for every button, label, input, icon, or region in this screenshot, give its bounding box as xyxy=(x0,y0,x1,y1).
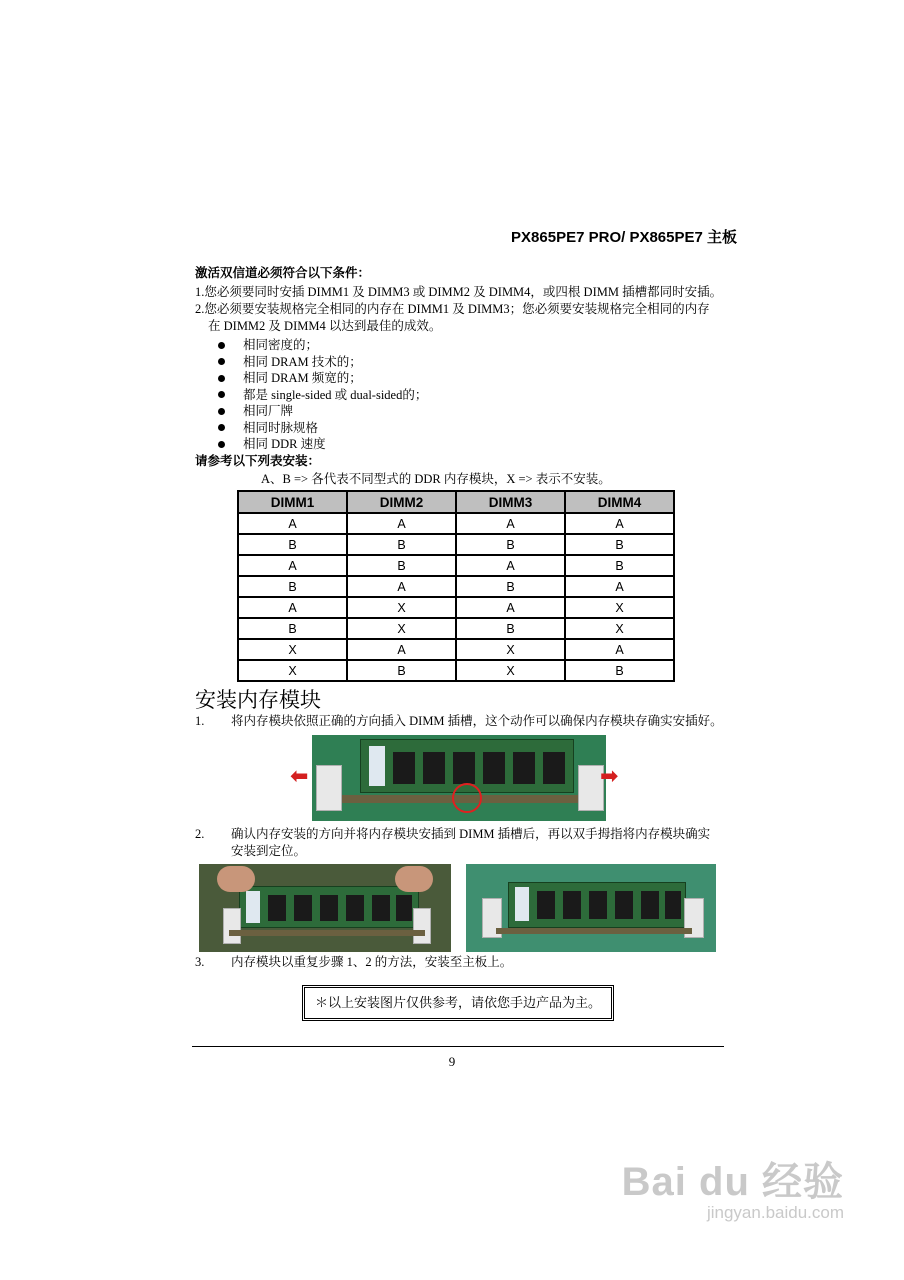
step-1-number: 1. xyxy=(195,714,205,728)
table-row xyxy=(238,513,674,534)
step-1-text: 将内存模块依照正确的方向插入 DIMM 插槽，这个动作可以确保内存模块存确实安插好。 xyxy=(231,714,723,728)
bullet-item: 相同 DRAM 技术的； xyxy=(218,354,362,371)
step-2-text-cont: 安装到定位。 xyxy=(231,844,307,858)
dual-channel-heading: 激活双信道必须符合以下条件： xyxy=(195,266,371,280)
table-cell: B xyxy=(347,555,456,576)
table-cell: B xyxy=(238,576,347,597)
col-header-dimm2: DIMM2 xyxy=(347,491,456,513)
table-row xyxy=(238,597,674,618)
col-header-dimm4: DIMM4 xyxy=(565,491,674,513)
bullet-item: 都是 single-sided 或 dual-sided的； xyxy=(218,387,427,404)
table-cell: X xyxy=(565,597,674,618)
baidu-watermark xyxy=(622,1150,844,1223)
table-cell: A xyxy=(565,639,674,660)
page-number: 9 xyxy=(448,1054,456,1069)
install-photo-2 xyxy=(199,864,451,952)
bullet-dot-icon xyxy=(218,342,225,349)
table-cell: B xyxy=(565,534,674,555)
step-2-number: 2. xyxy=(195,827,205,841)
col-header-dimm1: DIMM1 xyxy=(238,491,347,513)
memory-module xyxy=(239,886,419,928)
table-cell: B xyxy=(565,660,674,681)
bullet-dot-icon xyxy=(218,391,225,398)
table-cell: A xyxy=(347,513,456,534)
watermark-url: jingyan.baidu.com xyxy=(706,1203,844,1222)
table-cell: X xyxy=(456,639,565,660)
bullet-dot-icon xyxy=(218,358,225,365)
bullet-item: 相同 DRAM 频宽的； xyxy=(218,370,362,387)
bullet-item: 相同厂牌 xyxy=(218,403,293,420)
table-cell: B xyxy=(456,534,565,555)
table-cell: X xyxy=(456,660,565,681)
table-row xyxy=(238,618,674,639)
table-cell: X xyxy=(238,639,347,660)
memory-module xyxy=(508,882,686,928)
table-cell: A xyxy=(238,555,347,576)
install-section-title: 安装内存模块 xyxy=(195,688,321,712)
note-box: ＊以上安装图片仅供参考，请依您手边产品为主。 xyxy=(302,985,614,1021)
install-photo-3 xyxy=(466,864,716,952)
table-row xyxy=(238,534,674,555)
table-cell: B xyxy=(456,618,565,639)
install-photo-1 xyxy=(312,735,606,821)
bullet-dot-icon xyxy=(218,441,225,448)
table-cell: A xyxy=(456,597,565,618)
table-cell: B xyxy=(565,555,674,576)
table-cell: X xyxy=(238,660,347,681)
bullet-dot-icon xyxy=(218,408,225,415)
step-3-text: 内存模块以重复步骤 1、2 的方法，安装至主板上。 xyxy=(231,955,513,969)
table-cell: B xyxy=(238,534,347,555)
col-header-dimm3: DIMM3 xyxy=(456,491,565,513)
table-cell: A xyxy=(347,639,456,660)
table-cell: B xyxy=(238,618,347,639)
dimm-config-table xyxy=(237,490,675,682)
watermark-logo: Bai du 经验 xyxy=(621,1160,844,1204)
table-cell: A xyxy=(347,576,456,597)
condition-2-cont: 在 DIMM2 及 DIMM4 以达到最佳的成效。 xyxy=(208,319,442,333)
footer-rule xyxy=(192,1046,724,1047)
table-cell: A xyxy=(565,513,674,534)
bullet-dot-icon xyxy=(218,375,225,382)
bullet-item: 相同时脉规格 xyxy=(218,420,318,437)
notch-highlight-circle-icon xyxy=(452,783,482,813)
table-cell: X xyxy=(347,597,456,618)
table-cell: A xyxy=(456,555,565,576)
table-row xyxy=(238,660,674,681)
table-cell: A xyxy=(565,576,674,597)
table-cell: B xyxy=(347,534,456,555)
arrow-left-icon: ⬅ xyxy=(290,764,309,789)
table-heading: 请参考以下列表安装： xyxy=(195,454,321,468)
bullet-item: 相同 DDR 速度 xyxy=(218,436,326,453)
table-row xyxy=(238,639,674,660)
table-cell: X xyxy=(565,618,674,639)
bullet-item: 相同密度的； xyxy=(218,337,318,354)
step-2-text: 确认内存安装的方向并将内存模块安插到 DIMM 插槽后，再以双手拇指将内存模块确实 xyxy=(231,827,711,841)
bullet-dot-icon xyxy=(218,424,225,431)
condition-2: 2.您必须要安装规格完全相同的内存在 DIMM1 及 DIMM3；您必须要安装规格完全相同的内存 xyxy=(195,302,710,316)
arrow-right-icon: ➡ xyxy=(600,764,619,789)
table-cell: A xyxy=(238,513,347,534)
table-cell: B xyxy=(347,660,456,681)
table-legend: A、B => 各代表不同型式的 DDR 内存模块，X => 表示不安装。 xyxy=(261,472,611,486)
table-cell: B xyxy=(456,576,565,597)
table-cell: X xyxy=(347,618,456,639)
table-cell: A xyxy=(456,513,565,534)
page-header-title: PX865PE7 PRO/ PX865PE7 主板 xyxy=(511,229,737,246)
table-cell: A xyxy=(238,597,347,618)
table-header-row xyxy=(238,491,674,513)
step-3-number: 3. xyxy=(195,955,205,969)
condition-1: 1.您必须要同时安插 DIMM1 及 DIMM3 或 DIMM2 及 DIMM4，或四根 DIMM 插槽都同时安插。 xyxy=(195,285,723,299)
table-row xyxy=(238,576,674,597)
table-row xyxy=(238,555,674,576)
